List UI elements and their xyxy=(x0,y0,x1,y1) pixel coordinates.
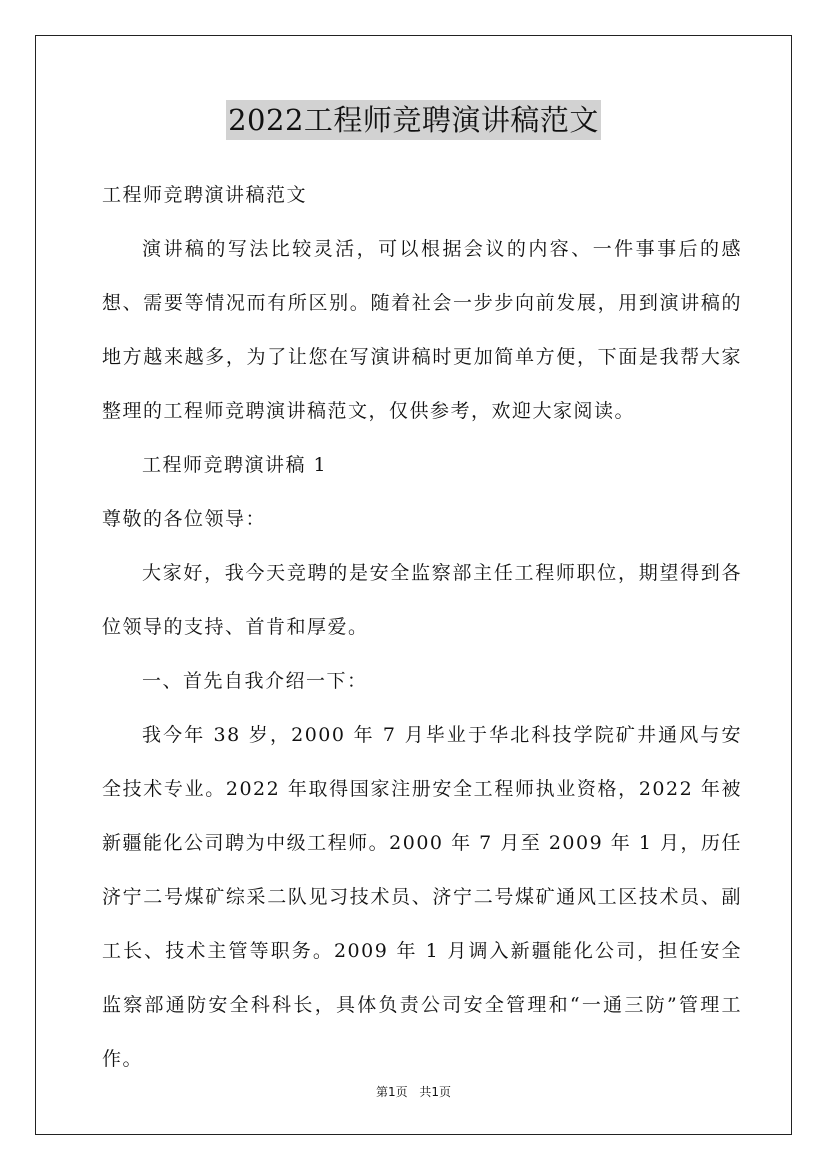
intro-paragraph: 演讲稿的写法比较灵活，可以根据会议的内容、一件事事后的感想、需要等情况而有所区别。随着社会一步步向前发展，用到演讲稿的地方越来越多，为了让您在写演讲稿时更加简单方便，下面是我帮大家整理的工程师竞聘演讲稿范文，仅供参考，欢迎大家阅读。 xyxy=(102,238,742,422)
subtitle-paragraph: 工程师竞聘演讲稿范文 xyxy=(102,184,308,206)
section-heading: 一、首先自我介绍一下： xyxy=(142,670,368,692)
title-wrapper xyxy=(0,100,827,140)
self-intro-paragraph: 我今年 38 岁，2000 年 7 月毕业于华北科技学院矿井通风与安全技术专业。2022 年取得国家注册安全工程师执业资格，2022 年被新疆能化公司聘为中级工程师。2000 年 7 月至 2009 年 1 月，历任济宁二号煤矿综采二队见习技术员、济宁二号煤矿通风工区技术员、副工长、技术主管等职务。2009 年 1 月调入新疆能化公司，担任安全监察部通防安全科科长，具体负责公司安全管理和“一通三防”管理工作。 xyxy=(102,724,742,1070)
page-total: 共1页 xyxy=(419,1085,452,1099)
document-body xyxy=(102,168,742,1086)
page-footer xyxy=(0,1084,827,1100)
document-title: 2022工程师竞聘演讲稿范文 xyxy=(226,100,601,140)
salutation-paragraph: 尊敬的各位领导： xyxy=(102,508,267,530)
speech-heading: 工程师竞聘演讲稿 1 xyxy=(142,454,328,476)
greeting-paragraph: 大家好，我今天竞聘的是安全监察部主任工程师职位，期望得到各位领导的支持、首肯和厚爱。 xyxy=(102,562,742,638)
page-number: 第1页 xyxy=(375,1085,408,1099)
